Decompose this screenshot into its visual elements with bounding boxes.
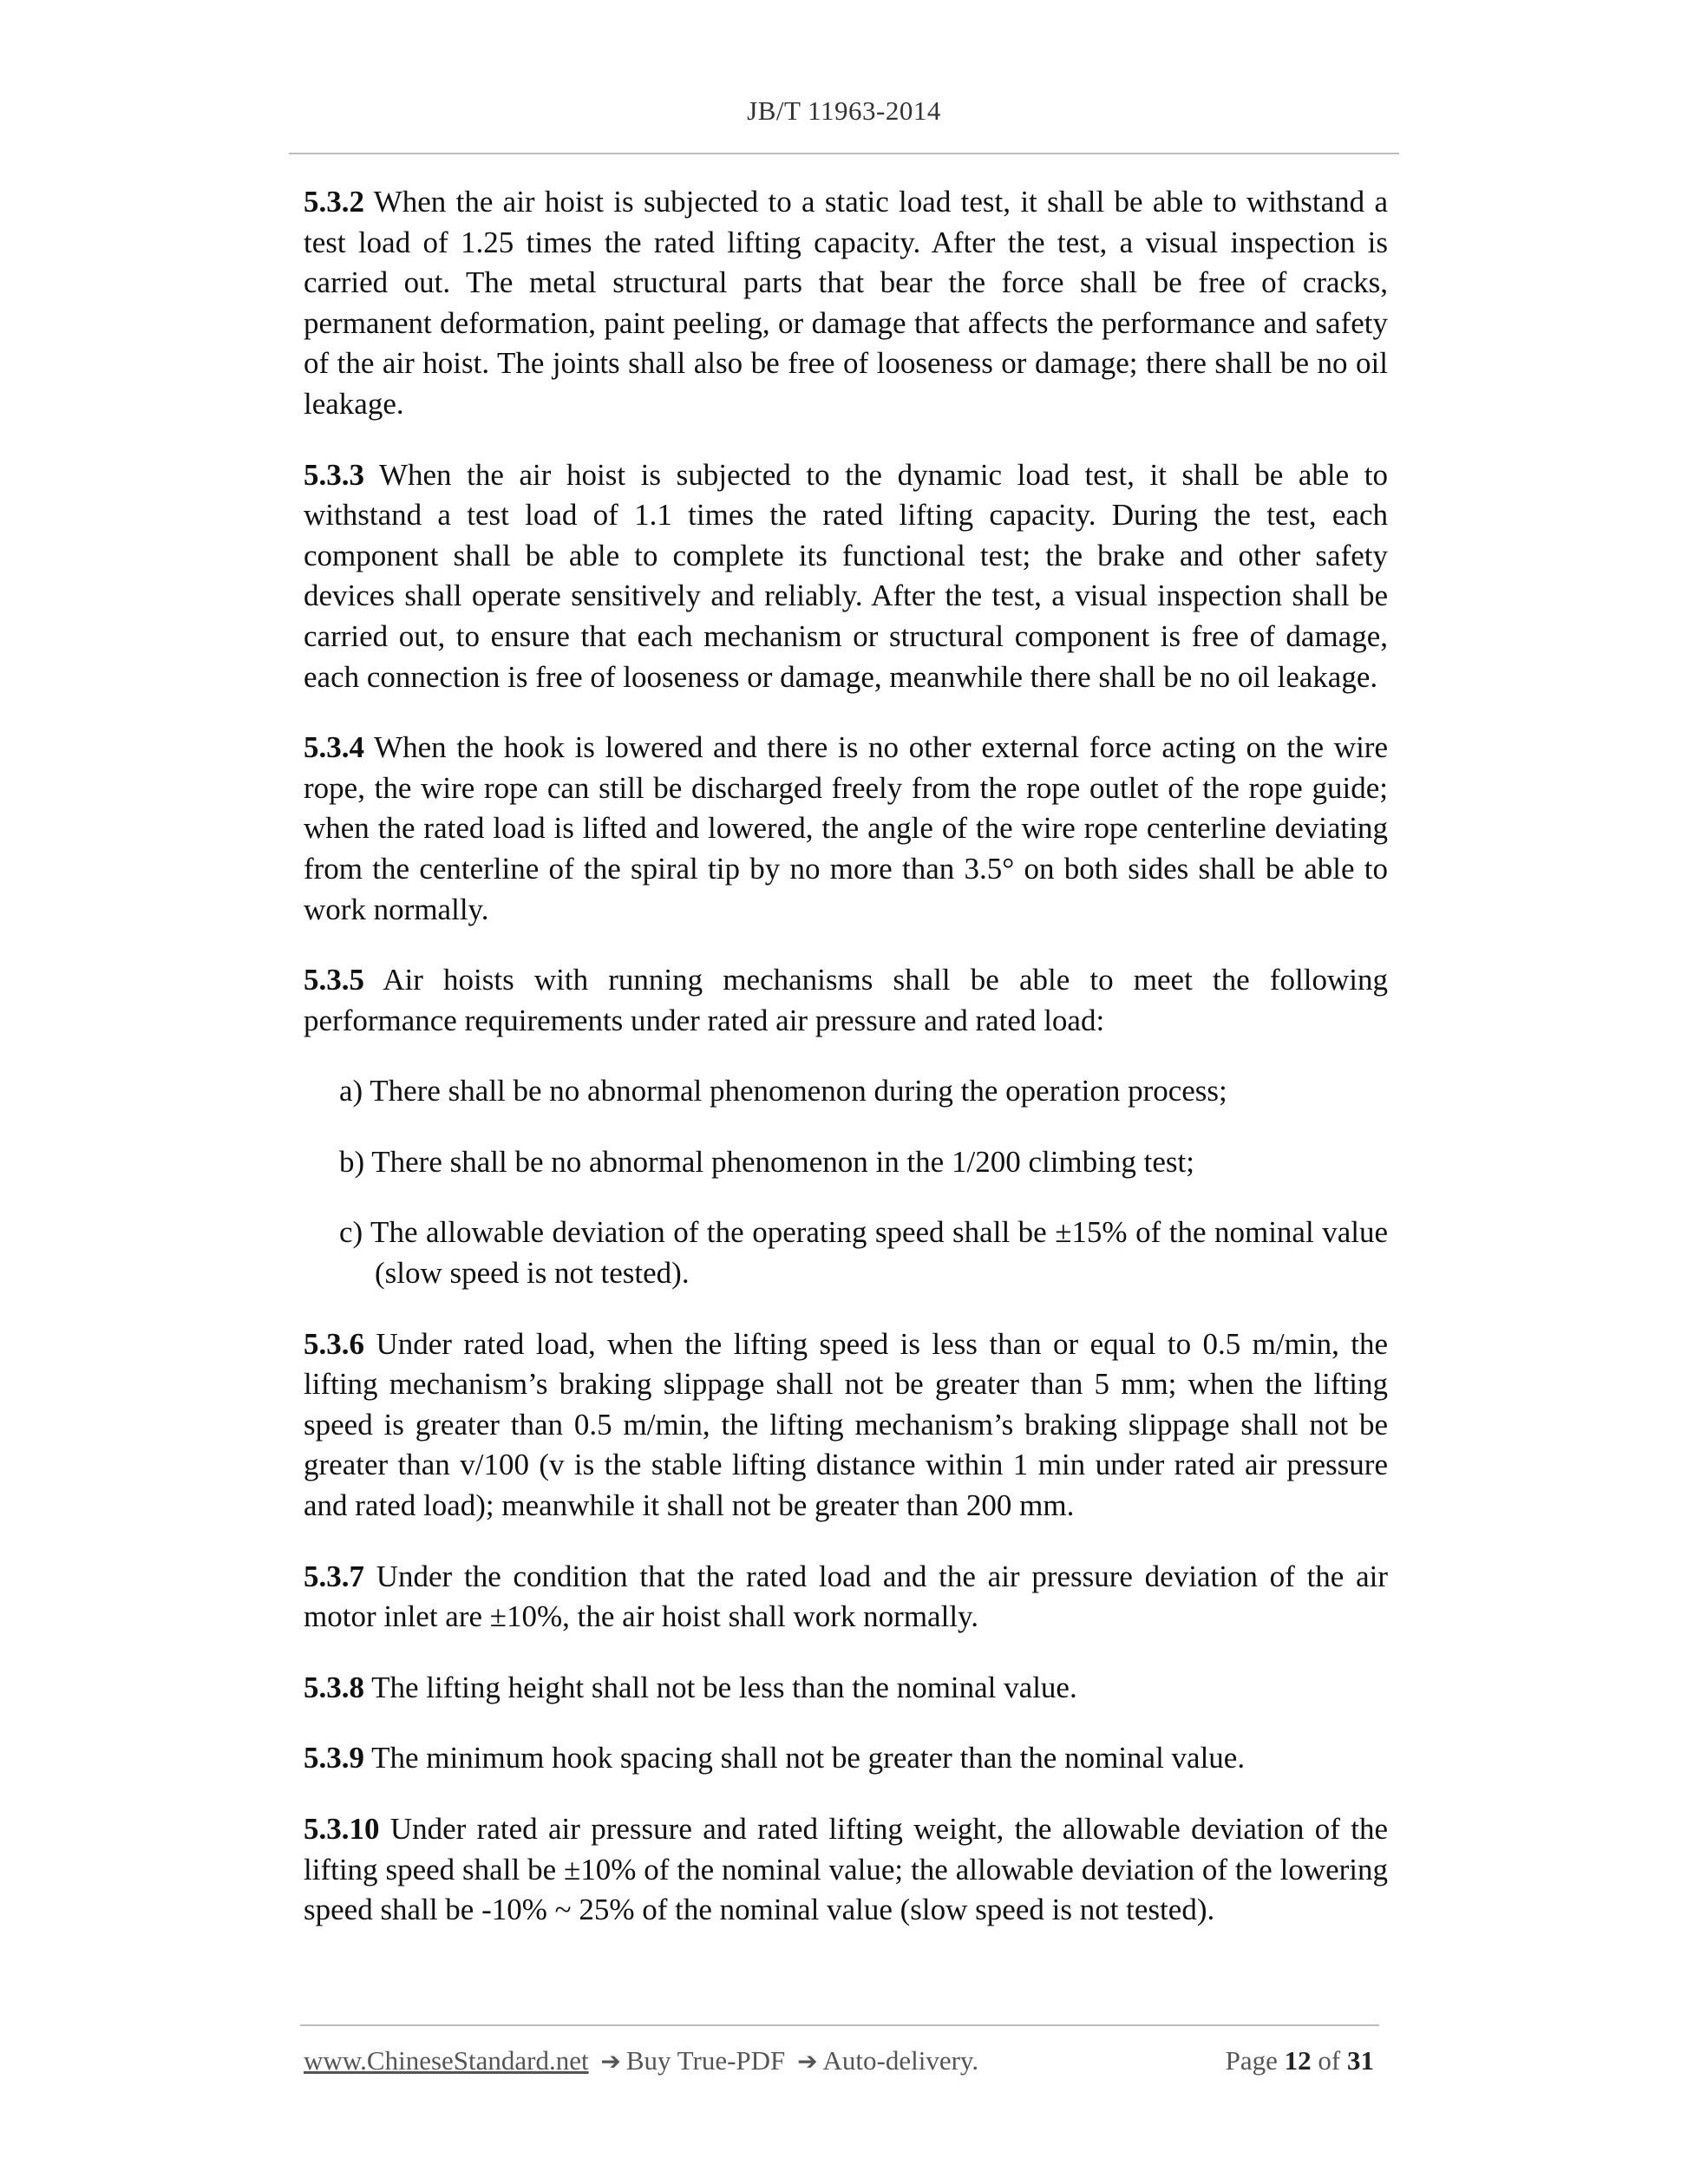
clause-number: 5.3.7 [304, 1559, 364, 1593]
clause-5-3-6 [304, 1324, 1388, 1527]
website-link[interactable]: www.ChineseStandard.net [304, 2045, 589, 2076]
clause-text: The minimum hook spacing shall not be greater than the nominal value. [371, 1741, 1246, 1775]
clause-5-3-5 [304, 960, 1388, 1041]
clause-text: Air hoists with running mechanisms shall be able to meet the following performance requirements under rated air pressure and rated load: [304, 963, 1388, 1037]
clause-number: 5.3.4 [304, 730, 364, 765]
clause-number: 5.3.8 [304, 1670, 364, 1704]
list-item: b) There shall be no abnormal phenomenon in the 1/200 climbing test; [339, 1144, 1194, 1179]
footer-divider [300, 2024, 1379, 2026]
header-divider [289, 153, 1399, 154]
clause-text: When the hook is lowered and there is no other external force acting on the wire rope, the wire rope can still be discharged freely from the rope outlet of the rope guide; when the rated load is lifted and lowered, the angle of the wire rope centerline deviating from the centerline of the spiral tip by no more than 3.5° on both sides shall be able to work normally. [304, 730, 1388, 926]
page-header-title: JB/T 11963-2014 [747, 95, 941, 126]
page-total: 31 [1347, 2045, 1374, 2076]
clause-text: Under rated air pressure and rated lifting weight, the allowable deviation of the lifting speed shall be ±10% of the nominal value; the allowable deviation of the lowering speed shall be -10% ~ 25% of the nominal value (slow speed is not tested). [304, 1812, 1389, 1927]
clause-text: Under the condition that the rated load and the air pressure deviation of the air motor inlet are ±10%, the air hoist shall work normally. [304, 1559, 1389, 1634]
clause-5-3-10 [304, 1809, 1388, 1931]
clause-5-3-8 [304, 1668, 1388, 1709]
page-current: 12 [1284, 2045, 1312, 2076]
list-item: c) The allowable deviation of the operating speed shall be ±15% of the nominal value (slow speed is not tested). [339, 1215, 1388, 1291]
clause-5-3-3 [304, 455, 1388, 698]
delivery-text: Auto-delivery. [822, 2045, 979, 2076]
clause-number: 5.3.5 [304, 963, 364, 997]
clause-5-3-9 [304, 1738, 1388, 1779]
requirement-list [304, 1071, 1388, 1293]
clause-number: 5.3.3 [304, 457, 364, 492]
clause-5-3-2 [304, 182, 1388, 425]
clause-number: 5.3.9 [304, 1741, 364, 1775]
clause-5-3-7 [304, 1557, 1388, 1638]
clause-number: 5.3.10 [304, 1812, 380, 1846]
clause-text: The lifting height shall not be less than the nominal value. [371, 1670, 1077, 1704]
page-label: Page [1225, 2045, 1278, 2076]
buy-text: Buy True-PDF [625, 2045, 786, 2076]
page-number [1226, 2045, 1374, 2076]
arrow-right-icon: ➔ [600, 2047, 621, 2076]
clause-text: Under rated load, when the lifting speed is less than or equal to 0.5 m/min, the lifting mechanism’s braking slippage shall not be greater than 5 mm; when the lifting speed is greater than 0.5 m/min, the lifting mechanism’s braking slippage shall not be greater than v/100 (v is the stable lifting distance within 1 min under rated air pressure and rated load); meanwhile it shall not be greater than 200 mm. [304, 1326, 1389, 1523]
clause-text: When the air hoist is subjected to a static load test, it shall be able to withstand a test load of 1.25 times the rated lifting capacity. After the test, a visual inspection is carried out. The metal structural parts that bear the force shall be free of cracks, permanent deformation, paint peeling, or damage that affects the performance and safety of the air hoist. The joints shall also be free of looseness or damage; there shall be no oil leakage. [304, 185, 1388, 421]
list-item: a) There shall be no abnormal phenomenon during the operation process; [339, 1074, 1227, 1108]
document-body [304, 182, 1388, 1931]
page-of: of [1318, 2045, 1341, 2076]
clause-text: When the air hoist is subjected to the dynamic load test, it shall be able to withstand a test load of 1.1 times the rated lifting capacity. During the test, each component shall be able to complete its functional test; the brake and other safety devices shall operate sensitively and reliably. After the test, a visual inspection shall be carried out, to ensure that each mechanism or structural component is free of damage, each connection is free of looseness or damage, meanwhile there shall be no oil leakage. [304, 457, 1388, 694]
footer-promo [304, 2045, 978, 2076]
page-footer [304, 2045, 1379, 2083]
clause-5-3-4 [304, 728, 1388, 930]
clause-number: 5.3.2 [304, 185, 364, 219]
clause-number: 5.3.6 [304, 1326, 364, 1361]
arrow-right-icon: ➔ [797, 2047, 818, 2076]
